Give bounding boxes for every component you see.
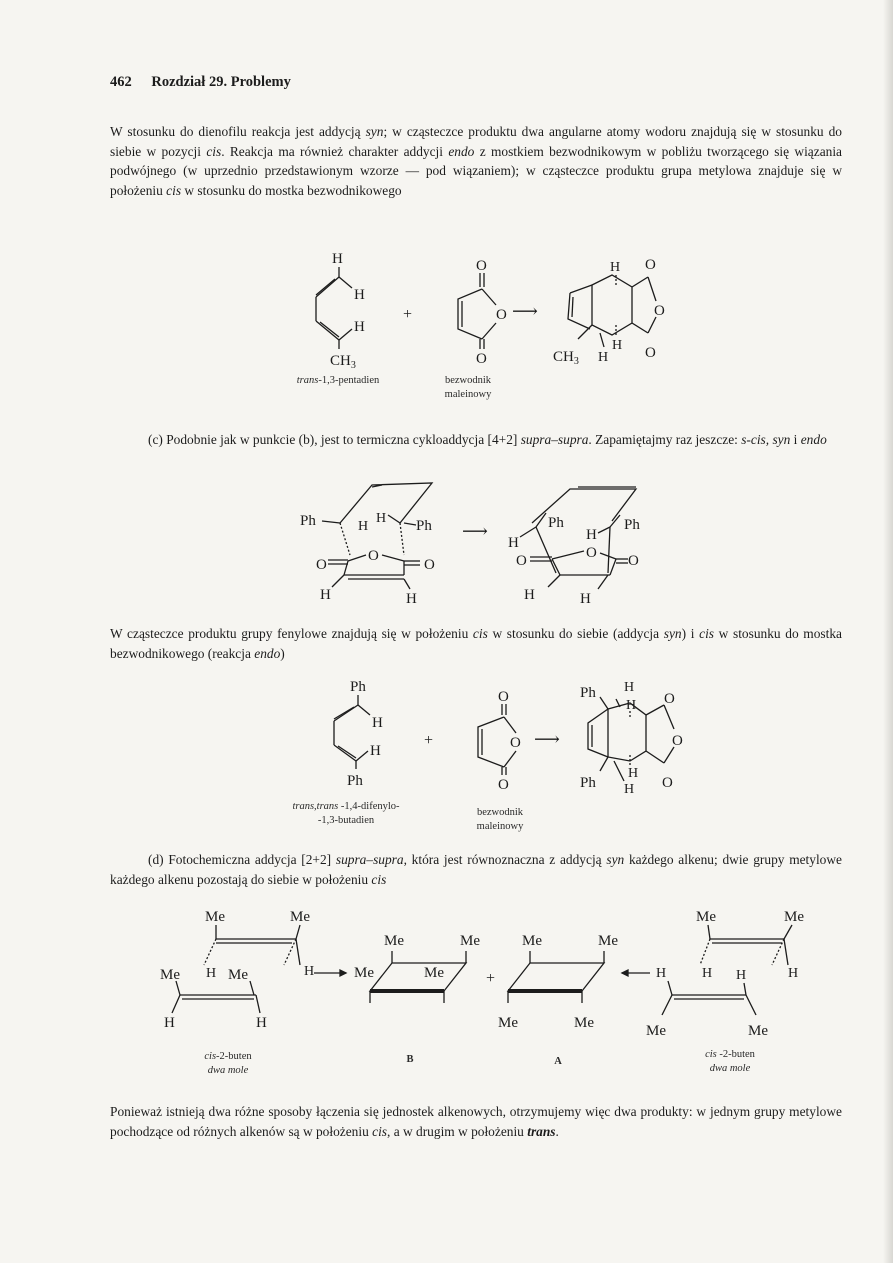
svg-text:H: H: [656, 966, 667, 981]
reaction-scheme-transition-state: [0, 475, 893, 615]
svg-text:Me: Me: [205, 909, 225, 925]
paragraph-d: (d) Fotochemiczna addycja [2+2] supra–supra, która jest równoznaczna z addycją syn każdego alkenu; dwie grupy metylowe każdego alkenu pozostają do siebie w położeniu cis: [110, 852, 842, 887]
svg-text:H: H: [372, 715, 383, 731]
svg-text:H: H: [598, 350, 609, 365]
reaction-scheme-pentadiene: [0, 245, 893, 375]
svg-text:Me: Me: [598, 933, 618, 949]
svg-text:O: O: [424, 557, 435, 573]
svg-text:Ph: Ph: [624, 517, 640, 533]
svg-text:CH3: $CH_3$: [330, 353, 356, 371]
svg-text:H: H: [370, 743, 381, 759]
svg-text:Me: Me: [696, 909, 716, 925]
paragraph-two-products: Ponieważ istnieją dwa różne sposoby łączenia się jednostek alkenowych, otrzymujemy więc dwa produkty: w jednym grupy metylowe pochodzące od różnych alkenów są w położeniu cis, a w drugim w położeniu trans.: [110, 1104, 842, 1139]
svg-text:Ph: Ph: [350, 679, 366, 695]
svg-text:⟶: ⟶: [534, 729, 560, 749]
atom-label: H: [332, 251, 343, 267]
svg-text:H: H: [624, 680, 635, 695]
svg-text:H: H: [508, 535, 519, 551]
svg-text:⟶: ⟶: [512, 301, 538, 321]
svg-text:H: H: [524, 587, 535, 603]
svg-text:O: O: [496, 307, 507, 323]
product-b-label: B: [406, 1054, 414, 1065]
svg-text:O: O: [516, 553, 527, 569]
svg-text:Ph: Ph: [416, 518, 432, 534]
svg-text:Me: Me: [498, 1015, 518, 1031]
svg-text:O: O: [672, 733, 683, 749]
svg-text:Me: Me: [574, 1015, 594, 1031]
paragraph-phenyl-groups: W cząsteczce produktu grupy fenylowe znajdują się w położeniu cis w stosunku do siebie (addycja syn) i cis w stosunku do mostka bezwodnikowego (reakcja endo): [110, 626, 842, 661]
svg-text:+: +: [424, 732, 434, 749]
svg-text:H: H: [736, 968, 747, 983]
caption-pentadiene: trans-1,3-pentadien: [296, 375, 380, 386]
svg-text:Ph: Ph: [580, 685, 596, 701]
svg-text:H: H: [612, 338, 623, 353]
svg-text:O: O: [645, 257, 656, 273]
svg-text:Me: Me: [460, 933, 480, 949]
caption-cis-2-buten-right: cis -2-buten dwa mole: [705, 1049, 755, 1074]
svg-text:+: +: [486, 970, 496, 987]
svg-text:H: H: [628, 766, 639, 781]
svg-text:O: O: [662, 775, 673, 791]
svg-text:H: H: [624, 782, 635, 797]
caption-maleic-anhydride-1: bezwodnik maleinowy: [444, 375, 492, 400]
svg-text:O: O: [476, 351, 487, 367]
svg-text:CH3: $CH_3$: [553, 349, 579, 367]
svg-text:Me: Me: [522, 933, 542, 949]
svg-text:O: O: [586, 545, 597, 561]
svg-text:O: O: [628, 553, 639, 569]
svg-text:O: O: [476, 258, 487, 274]
svg-text:H: H: [702, 966, 713, 981]
svg-text:Me: Me: [228, 967, 248, 983]
svg-text:H: H: [358, 519, 369, 534]
paragraph-syn-addition: W stosunku do dienofilu reakcja jest addycją syn; w cząsteczce produktu dwa angularne atomy wodoru znajdują się w stosunku do siebie w pozycji cis. Reakcja ma również charakter addycji endo z mostkiem bezwodnikowym w pobliżu tworzącego się wiązania podwójnego (w uprzednio przedstawionym wzorze — pod wiązaniem); w cząsteczce produktu grupa metylowa znajduje się w położeniu cis w stosunku do mostka bezwodnikowego: [110, 124, 842, 198]
svg-text:H: H: [580, 591, 591, 607]
svg-text:Me: Me: [290, 909, 310, 925]
caption-maleic-anhydride-2: bezwodnik maleinowy: [476, 807, 524, 832]
svg-text:H: H: [376, 511, 387, 526]
svg-text:H: H: [256, 1015, 267, 1031]
svg-text:O: O: [368, 548, 379, 564]
svg-text:H: H: [304, 964, 315, 979]
svg-text:Me: Me: [160, 967, 180, 983]
chapter-title: Rozdział 29. Problemy: [151, 74, 291, 90]
svg-text:Me: Me: [424, 965, 444, 981]
svg-text:Me: Me: [354, 965, 374, 981]
svg-text:O: O: [498, 689, 509, 705]
page-edge: [883, 0, 893, 1263]
page-header: [110, 74, 291, 91]
product-a-label: A: [554, 1056, 562, 1067]
svg-text:H: H: [320, 587, 331, 603]
caption-cis-2-buten-left: cis-2-buten dwa mole: [204, 1051, 252, 1076]
svg-text:O: O: [498, 777, 509, 793]
svg-text:Ph: Ph: [548, 515, 564, 531]
svg-text:H: H: [626, 698, 637, 713]
svg-text:H: H: [610, 260, 621, 275]
svg-text:H: H: [164, 1015, 175, 1031]
svg-text:H: H: [354, 319, 365, 335]
svg-text:Ph: Ph: [347, 773, 363, 789]
reaction-scheme-cyclobutane: [0, 903, 893, 1043]
svg-text:O: O: [510, 735, 521, 751]
page-number: 462: [110, 74, 132, 90]
svg-text:⟶: ⟶: [462, 521, 488, 541]
svg-text:Me: Me: [784, 909, 804, 925]
svg-text:H: H: [206, 966, 217, 981]
paragraph-c: (c) Podobnie jak w punkcie (b), jest to termiczna cykloaddycja [4+2] supra–supra. Zapamiętajmy raz jeszcze: s-cis, syn i endo: [148, 432, 827, 447]
svg-text:H: H: [406, 591, 417, 607]
svg-text:H: H: [788, 966, 799, 981]
svg-text:O: O: [654, 303, 665, 319]
svg-text:O: O: [664, 691, 675, 707]
svg-text:O: O: [645, 345, 656, 361]
svg-text:Me: Me: [384, 933, 404, 949]
svg-text:Ph: Ph: [580, 775, 596, 791]
svg-text:H: H: [354, 287, 365, 303]
svg-text:O: O: [316, 557, 327, 573]
reaction-scheme-butadiene: [0, 675, 893, 805]
svg-text:H: H: [586, 527, 597, 543]
caption-difenylobutadien: trans,trans -1,4-difenylo- -1,3-butadien: [292, 801, 400, 826]
svg-text:Me: Me: [646, 1023, 666, 1039]
svg-text:Ph: Ph: [300, 513, 316, 529]
svg-text:+: +: [403, 306, 413, 323]
svg-text:Me: Me: [748, 1023, 768, 1039]
